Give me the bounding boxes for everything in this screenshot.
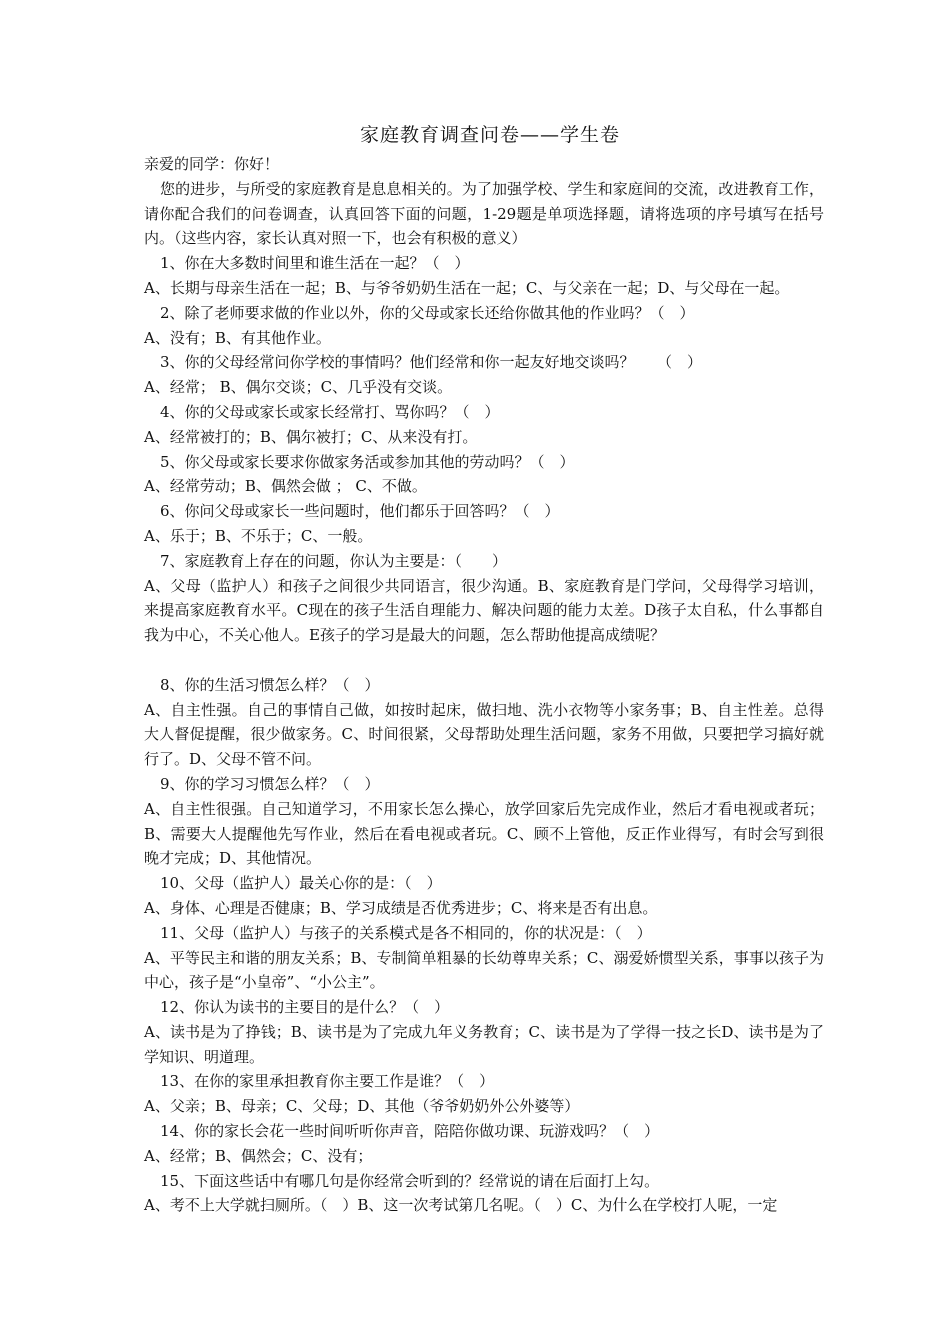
answer-options-12: A、读书是为了挣钱；B、读书是为了完成九年义务教育；C、读书是为了学得一技之长D、读书是为了学知识、明道理。 — [144, 1022, 824, 1066]
answer-options-11: A、平等民主和谐的朋友关系；B、专制简单粗暴的长幼尊卑关系；C、溺爱娇惯型关系，事事以孩子为中心，孩子是“小皇帝”、“小公主”。 — [144, 948, 824, 992]
question-10: 10、父母（监护人）最关心你的是：（ ） — [160, 874, 442, 893]
page-title: 家庭教育调查问卷——学生卷 — [359, 124, 620, 146]
answer-options-4: A、经常被打的；B、偶尔被打；C、从来没有打。 — [144, 427, 478, 446]
answer-options-1: A、长期与母亲生活在一起；B、与爷爷奶奶生活在一起；C、与父亲在一起；D、与父母在一起。 — [144, 278, 790, 297]
answer-options-10: A、身体、心理是否健康；B、学习成绩是否优秀进步；C、将来是否有出息。 — [144, 898, 658, 917]
question-11: 11、父母（监护人）与孩子的关系模式是各不相同的，你的状况是：（ ） — [160, 923, 652, 942]
question-13: 13、在你的家里承担教育你主要工作是谁？（ ） — [160, 1072, 495, 1091]
question-4: 4、你的父母或家长或家长经常打、骂你吗？（ ） — [160, 402, 500, 421]
question-7: 7、家庭教育上存在的问题，你认为主要是：（ ） — [160, 551, 508, 570]
answer-options-7: A、父母（监护人）和孩子之间很少共同语言，很少沟通。B、家庭教育是门学问，父母得学习培训，来提高家庭教育水平。C现在的孩子生活自理能力、解决问题的能力太差。D孩子太自私，什么事都自我为中心，不关心他人。E孩子的学习是最大的问题，怎么帮助他提高成绩呢？ — [144, 576, 824, 645]
intro-paragraph: 您的进步，与所受的家庭教育是息息相关的。为了加强学校、学生和家庭间的交流，改进教育工作，请你配合我们的问卷调查，认真回答下面的问题，1-29题是单项选择题，请将选项的序号填写在括号内。（这些内容，家长认真对照一下，也会有积极的意义） — [144, 179, 824, 248]
answer-options-6: A、乐于；B、不乐于；C、一般。 — [144, 526, 373, 545]
greeting: 亲爱的同学：你好！ — [144, 155, 280, 173]
question-14: 14、你的家长会花一些时间听听你声音，陪陪你做功课、玩游戏吗？（ ） — [160, 1122, 660, 1141]
blank-line — [144, 648, 824, 673]
questionnaire-page — [144, 120, 824, 1218]
question-1: 1、你在大多数时间里和谁生活在一起？（ ） — [160, 254, 470, 273]
question-12: 12、你认为读书的主要目的是什么？（ ） — [160, 998, 450, 1017]
question-3: 3、你的父母经常问你学校的事情吗？他们经常和你一起友好地交谈吗？ （ ） — [160, 353, 703, 372]
question-6: 6、你问父母或家长一些问题时，他们都乐于回答吗？（ ） — [160, 502, 560, 521]
answer-options-8: A、自主性强。自己的事情自己做，如按时起床，做扫地、洗小衣物等小家务事；B、自主性差。总得大人督促提醒，很少做家务。C、时间很紧，父母帮助处理生活问题，家务不用做，只要把学习搞好就行了。D、父母不管不问。 — [144, 700, 824, 769]
answer-options-13: A、父亲；B、母亲；C、父母；D、其他（爷爷奶奶外公外婆等） — [144, 1097, 580, 1116]
answer-options-14: A、经常；B、偶然会；C、没有； — [144, 1146, 373, 1165]
question-9: 9、你的学习习惯怎么样？（ ） — [160, 774, 380, 793]
question-5: 5、你父母或家长要求你做家务活或参加其他的劳动吗？（ ） — [160, 452, 575, 471]
question-8: 8、你的生活习惯怎么样？（ ） — [160, 675, 380, 694]
answer-options-9: A、自主性很强。自己知道学习，不用家长怎么操心，放学回家后先完成作业，然后才看电视或者玩；B、需要大人提醒他先写作业，然后在看电视或者玩。C、顾不上管他，反正作业得写，有时会写到很晚才完成；D、其他情况。 — [144, 799, 824, 868]
answer-options-15: A、考不上大学就扫厕所。（ ）B、这一次考试第几名呢。（ ）C、为什么在学校打人呢，一定 — [144, 1196, 778, 1215]
answer-options-5: A、经常劳动；B、偶然会做 ； C、不做。 — [144, 477, 427, 496]
question-15: 15、下面这些话中有哪几句是你经常会听到的？经常说的请在后面打上勾。 — [160, 1171, 660, 1190]
answer-options-3: A、经常； B、偶尔交谈；C、几乎没有交谈。 — [144, 378, 453, 397]
question-2: 2、除了老师要求做的作业以外，你的父母或家长还给你做其他的作业吗？（ ） — [160, 303, 695, 322]
answer-options-2: A、没有；B、有其他作业。 — [144, 328, 331, 347]
